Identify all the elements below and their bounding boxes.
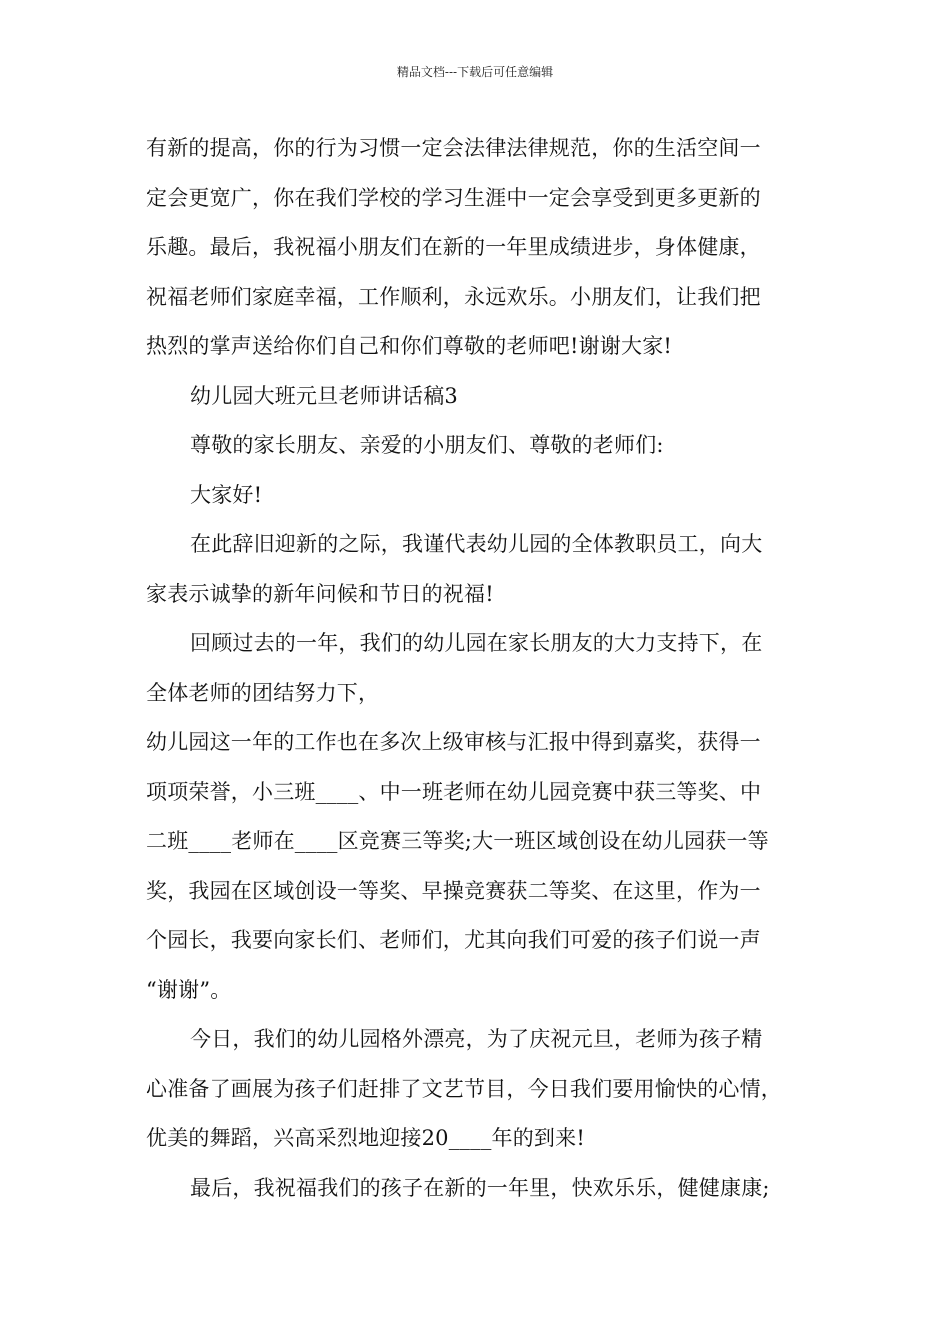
text-line: 奖，我园在区域创设一等奖、早操竞赛获二等奖、在这里，作为一 bbox=[146, 878, 761, 903]
text-line: 定会更宽广，你在我们学校的学习生涯中一定会享受到更多更新的 bbox=[146, 185, 761, 210]
text-line: 个园长，我要向家长们、老师们，尤其向我们可爱的孩子们说一声 bbox=[146, 928, 761, 952]
text-line: “谢谢”。 bbox=[146, 977, 232, 1002]
text-line: 乐趣。最后，我祝福小朋友们在新的一年里成绩进步，身体健康， bbox=[146, 235, 761, 259]
page-header: 精品文档---下载后可任意编辑 bbox=[396, 65, 554, 79]
text-line: 有新的提高，你的行为习惯一定会法律法律规范，你的生活空间一 bbox=[146, 136, 761, 160]
text-line: 幼儿园大班元旦老师讲话稿3 bbox=[190, 383, 458, 408]
text-line: 心准备了画展为孩子们赶排了文艺节目，今日我们要用愉快的心情， bbox=[146, 1076, 782, 1101]
text-line: 尊敬的家长朋友、亲爱的小朋友们、尊敬的老师们: bbox=[190, 433, 664, 457]
text-line: 最后，我祝福我们的孩子在新的一年里，快欢乐乐，健健康康; bbox=[190, 1175, 770, 1200]
text-line: 祝福老师们家庭幸福，工作顺利，永远欢乐。小朋友们，让我们把 bbox=[146, 284, 761, 309]
document-body bbox=[146, 124, 836, 1213]
text-line: 今日，我们的幼儿园格外漂亮，为了庆祝元旦，老师为孩子精 bbox=[190, 1027, 763, 1051]
text-line: 幼儿园这一年的工作也在多次上级审核与汇报中得到嘉奖，获得一 bbox=[146, 730, 761, 754]
text-line: 回顾过去的一年，我们的幼儿园在家长朋友的大力支持下，在 bbox=[190, 631, 763, 655]
text-line: 优美的舞蹈，兴高采烈地迎接20____年的到来! bbox=[146, 1126, 585, 1150]
text-line: 大家好! bbox=[190, 482, 263, 507]
text-line: 家表示诚挚的新年问候和节日的祝福! bbox=[146, 581, 494, 606]
text-line: 二班____老师在____区竞赛三等奖;大一班区域创设在幼儿园获一等 bbox=[146, 829, 769, 853]
text-line: 在此辞旧迎新的之际，我谨代表幼儿园的全体教职员工，向大 bbox=[190, 532, 763, 556]
text-line: 全体老师的团结努力下， bbox=[146, 680, 380, 705]
text-line: 热烈的掌声送给你们自己和你们尊敬的老师吧!谢谢大家! bbox=[146, 334, 673, 358]
text-line: 项项荣誉，小三班____、中一班老师在幼儿园竞赛中获三等奖、中 bbox=[146, 779, 762, 804]
